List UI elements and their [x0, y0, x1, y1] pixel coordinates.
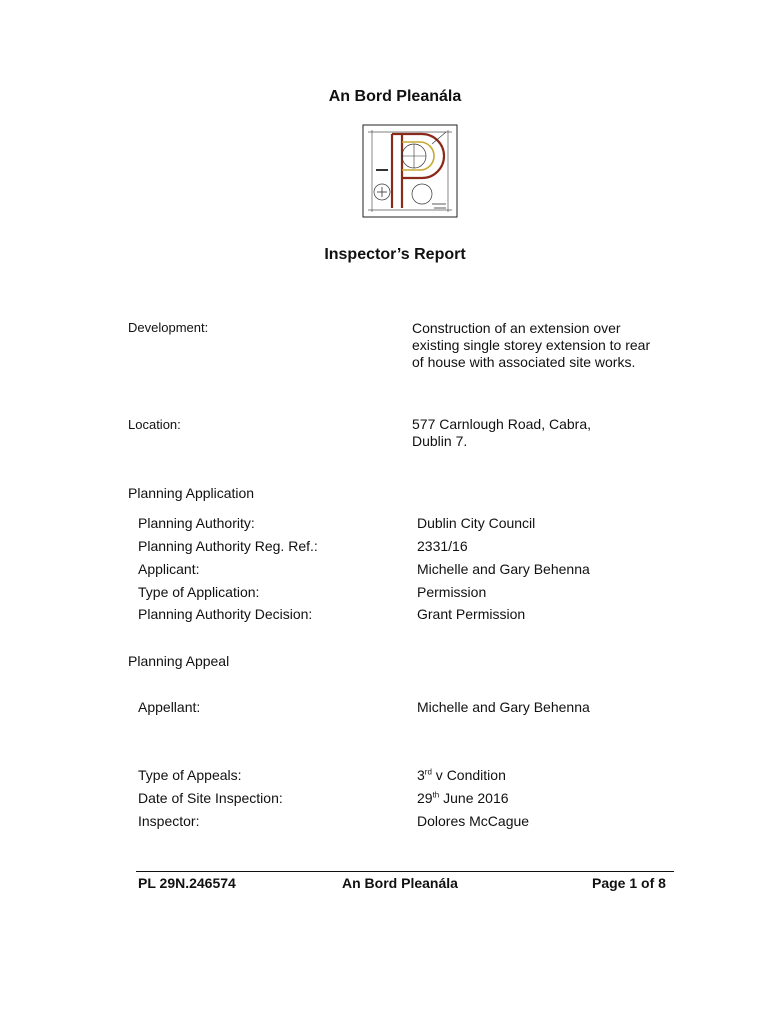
reg-ref-value: 2331/16: [417, 538, 468, 554]
bord-pleanala-logo: [362, 124, 458, 218]
inspection-day-suffix: th: [432, 790, 440, 800]
appellant-label: Appellant:: [138, 699, 201, 715]
appeal-type-text: v Condition: [431, 767, 506, 783]
decision-value: Grant Permission: [417, 606, 526, 622]
footer-divider: [136, 871, 674, 872]
footer-org: An Bord Pleanála: [342, 875, 458, 891]
appeal-type-number: 3: [417, 767, 425, 783]
inspection-date-value: [417, 790, 509, 806]
inspection-month-year: June 2016: [439, 790, 509, 806]
planning-application-heading: Planning Application: [128, 485, 255, 501]
logo-graphic: [362, 124, 458, 218]
applicant-label: Applicant:: [138, 561, 200, 577]
appellant-value: Michelle and Gary Behenna: [417, 699, 590, 715]
appeal-type-label: Type of Appeals:: [138, 767, 242, 783]
decision-label: Planning Authority Decision:: [138, 606, 313, 622]
footer-page-number: Page 1 of 8: [592, 875, 666, 891]
application-type-value: Permission: [417, 584, 487, 600]
development-label: Development:: [128, 320, 209, 335]
reg-ref-label: Planning Authority Reg. Ref.:: [138, 538, 318, 554]
planning-authority-value: Dublin City Council: [417, 515, 536, 531]
planning-authority-label: Planning Authority:: [138, 515, 255, 531]
application-type-label: Type of Application:: [138, 584, 260, 600]
inspection-day: 29: [417, 790, 433, 806]
planning-appeal-heading: Planning Appeal: [128, 653, 230, 669]
inspector-value: Dolores McCague: [417, 813, 530, 829]
inspection-date-label: Date of Site Inspection:: [138, 790, 283, 806]
org-title: An Bord Pleanála: [328, 88, 462, 105]
inspector-label: Inspector:: [138, 813, 200, 829]
report-title: Inspector’s Report: [324, 246, 466, 263]
location-line-2: Dublin 7.: [412, 433, 468, 449]
location-value: [412, 416, 662, 450]
appeal-type-value: [417, 767, 506, 783]
development-value: Construction of an extension over existing single storey extension to rear of house with associated site works.: [412, 320, 651, 370]
location-label: Location:: [128, 417, 181, 432]
footer-reference: PL 29N.246574: [138, 875, 236, 891]
location-line-1: 577 Carnlough Road, Cabra,: [412, 416, 592, 432]
applicant-value: Michelle and Gary Behenna: [417, 561, 590, 577]
appeal-type-suffix: rd: [424, 767, 432, 777]
